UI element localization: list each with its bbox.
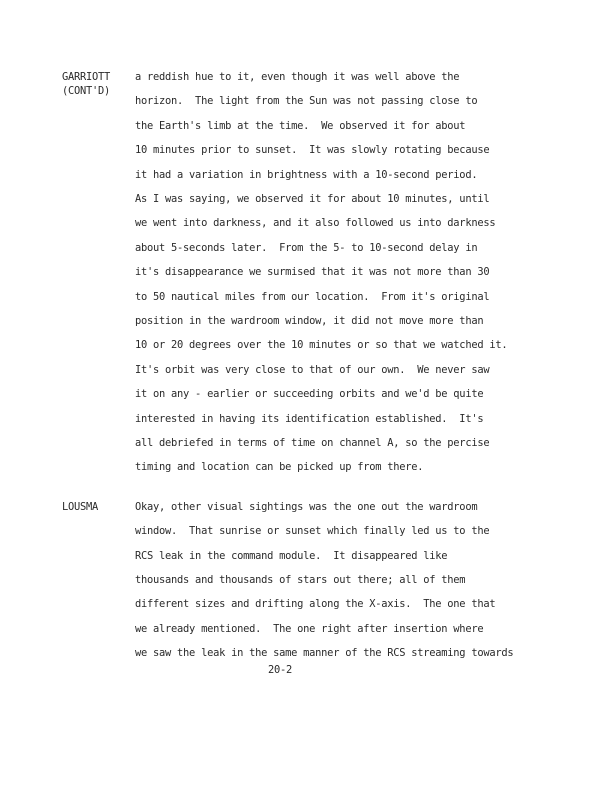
dialogue-line: thousands and thousands of stars out there; all of them [135,573,466,586]
dialogue-line: RCS leak in the command module. It disappeared like [135,549,448,562]
dialogue-line: It's orbit was very close to that of our own. We never saw [135,363,490,376]
dialogue-line: window. That sunrise or sunset which finally led us to the [135,525,490,538]
dialogue-line: it on any - earlier or succeeding orbits and we'd be quite [135,388,484,401]
dialogue-line: it's disappearance we surmised that it was not more than 30 [135,266,490,279]
dialogue-line: timing and location can be picked up from there. [135,461,424,474]
dialogue-line: about 5-seconds later. From the 5- to 10-second delay in [135,241,478,254]
dialogue-line: it had a variation in brightness with a 10-second period. [135,168,478,181]
dialogue-line: the Earth's limb at the time. We observed it for about [135,119,466,132]
dialogue-line: horizon. The light from the Sun was not passing close to [135,95,478,108]
speaker-name: LOUSMA [62,501,99,513]
dialogue-line: different sizes and drifting along the X-axis. The one that [135,598,496,611]
speaker-name: GARRIOTT (CONT'D) [62,71,111,97]
dialogue-line: we went into darkness, and it also followed us into darkness [135,217,496,230]
dialogue-line: 10 or 20 degrees over the 10 minutes or so that we watched it. [135,339,508,352]
page-number: 20-2 [267,664,293,676]
dialogue-line: a reddish hue to it, even though it was well above the [135,71,460,83]
dialogue-line: 10 minutes prior to sunset. It was slowly rotating because [135,144,490,157]
dialogue-line: to 50 nautical miles from our location. From it's original [135,290,490,303]
dialogue-line: Okay, other visual sightings was the one out the wardroom [135,501,478,513]
dialogue-line: position in the wardroom window, it did not move more than [135,315,484,327]
dialogue-line: interested in having its identification established. It's [135,412,484,425]
dialogue-line: we already mentioned. The one right after insertion where [135,622,484,635]
dialogue-line: all debriefed in terms of time on channel A, so the percise [135,437,490,449]
dialogue-line: we saw the leak in the same manner of the RCS streaming towards [135,646,514,659]
dialogue-line: As I was saying, we observed it for about 10 minutes, until [135,193,490,205]
